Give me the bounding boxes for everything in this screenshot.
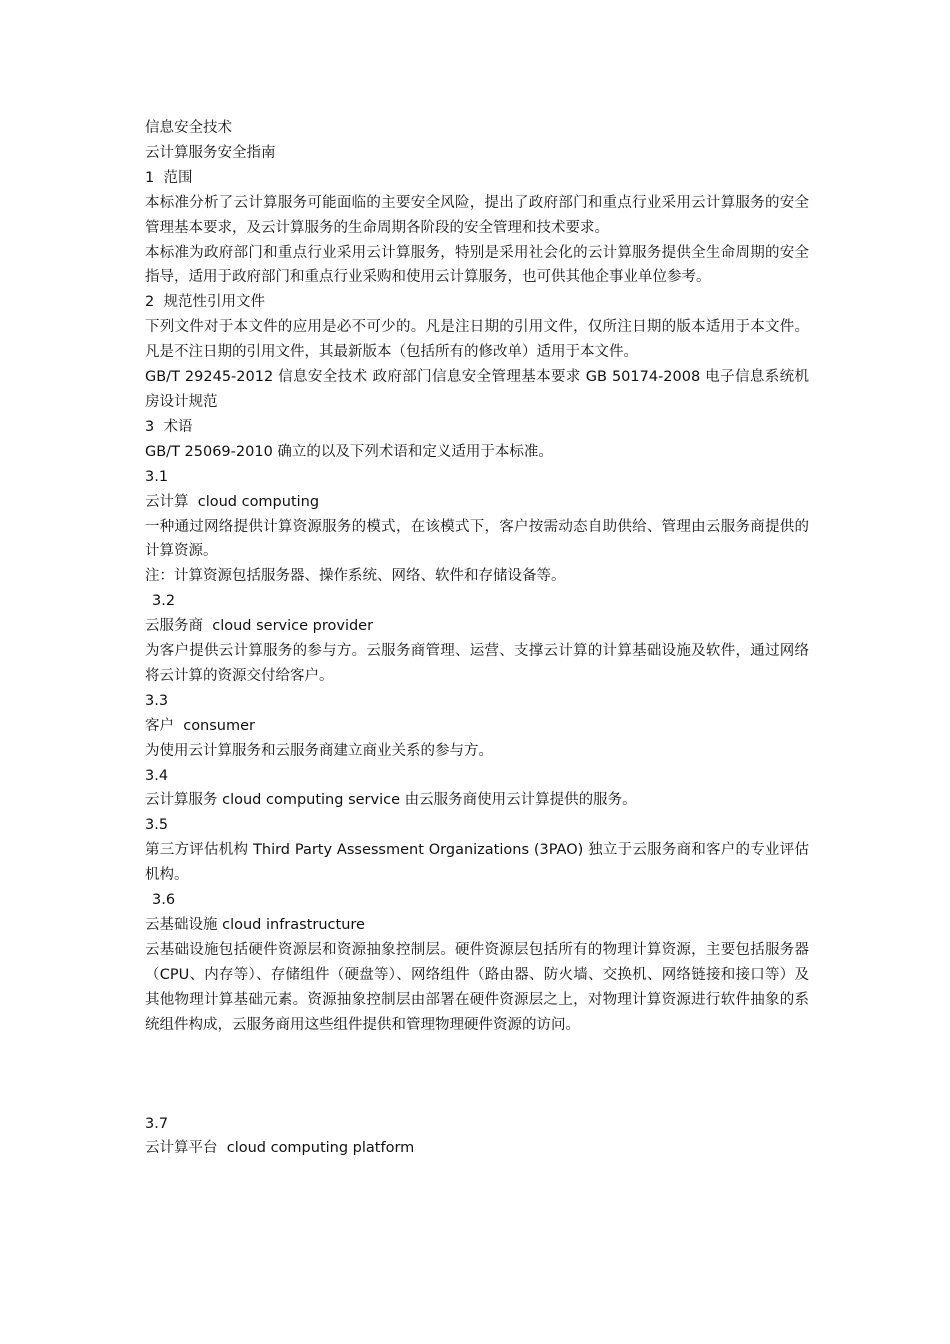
term-3-7-number: 3.7 [145,1115,169,1132]
section-2-paragraph-1: 下列文件对于本文件的应用是必不可少的。凡是注日期的引用文件，仅所注日期的版本适用于本文件。凡是不注日期的引用文件，其最新版本（包括所有的修改单）适用于本文件。 [145,319,809,361]
term-3-4-name-definition: 云计算服务 cloud computing service 由云服务商使用云计算提供的服务。 [145,792,637,809]
blank-space [145,1038,809,1112]
term-3-1-name: 云计算 cloud computing [145,493,320,510]
term-3-4-number: 3.4 [145,767,169,784]
term-3-6-name: 云基础设施 cloud infrastructure [145,917,365,933]
term-3-3-definition: 为使用云计算服务和云服务商建立商业关系的参与方。 [145,742,493,759]
term-3-2-name: 云服务商 cloud service provider [145,618,374,635]
section-2-references: GB/T 29245-2012 信息安全技术 政府部门信息安全管理基本要求 GB 50174-2008 电子信息系统机房设计规范 [145,369,809,410]
term-3-3-number: 3.3 [145,692,169,709]
term-3-1-number: 3.1 [145,468,169,485]
section-1-paragraph-1: 本标准分析了云计算服务可能面临的主要安全风险，提出了政府部门和重点行业采用云计算服务的安全管理基本要求，及云计算服务的生命周期各阶段的安全管理和技术要求。 [145,194,809,236]
section-1-paragraph-2: 本标准为政府部门和重点行业采用云计算服务，特别是采用社会化的云计算服务提供全生命周期的安全指导，适用于政府部门和重点行业采购和使用云计算服务，也可供其他企事业单位参考。 [145,244,809,286]
term-3-6-definition: 云基础设施包括硬件资源层和资源抽象控制层。硬件资源层包括所有的物理计算资源，主要包括服务器（CPU、内存等）、存储组件（硬盘等）、网络组件（路由器、防火墙、交换机、网络链接和接口等）及其他物理计算基础元素。资源抽象控制层由部署在硬件资源层之上，对物理计算资源进行软件抽象的系统组件构成，云服务商用这些组件提供和管理物理硬件资源的访问。 [145,941,809,1033]
term-3-2-number: 3.2 [152,593,176,610]
document-page [145,116,809,1161]
doc-subtitle: 云计算服务安全指南 [145,144,276,161]
term-3-1-definition: 一种通过网络提供计算资源服务的模式，在该模式下，客户按需动态自助供给、管理由云服务商提供的计算资源。 [145,518,809,560]
term-3-6-number: 3.6 [152,892,176,909]
term-3-5-number: 3.5 [145,817,169,834]
term-3-2-definition: 为客户提供云计算服务的参与方。云服务商管理、运营、支撑云计算的计算基础设施及软件，通过网络将云计算的资源交付给客户。 [145,643,809,684]
term-3-7-name: 云计算平台 cloud computing platform [145,1140,415,1157]
section-3-heading: 3 术语 [145,418,193,435]
section-3-intro: GB/T 25069-2010 确立的以及下列术语和定义适用于本标准。 [145,443,553,460]
term-3-5-name-definition: 第三方评估机构 Third Party Assessment Organizations (3PAO) 独立于云服务商和客户的专业评估机构。 [145,842,809,884]
doc-title: 信息安全技术 [145,120,232,136]
term-3-1-note: 注：计算资源包括服务器、操作系统、网络、软件和存储设备等。 [145,568,566,585]
section-1-heading: 1 范围 [145,169,193,186]
term-3-3-name: 客户 consumer [145,717,256,734]
section-2-heading: 2 规范性引用文件 [145,294,265,311]
